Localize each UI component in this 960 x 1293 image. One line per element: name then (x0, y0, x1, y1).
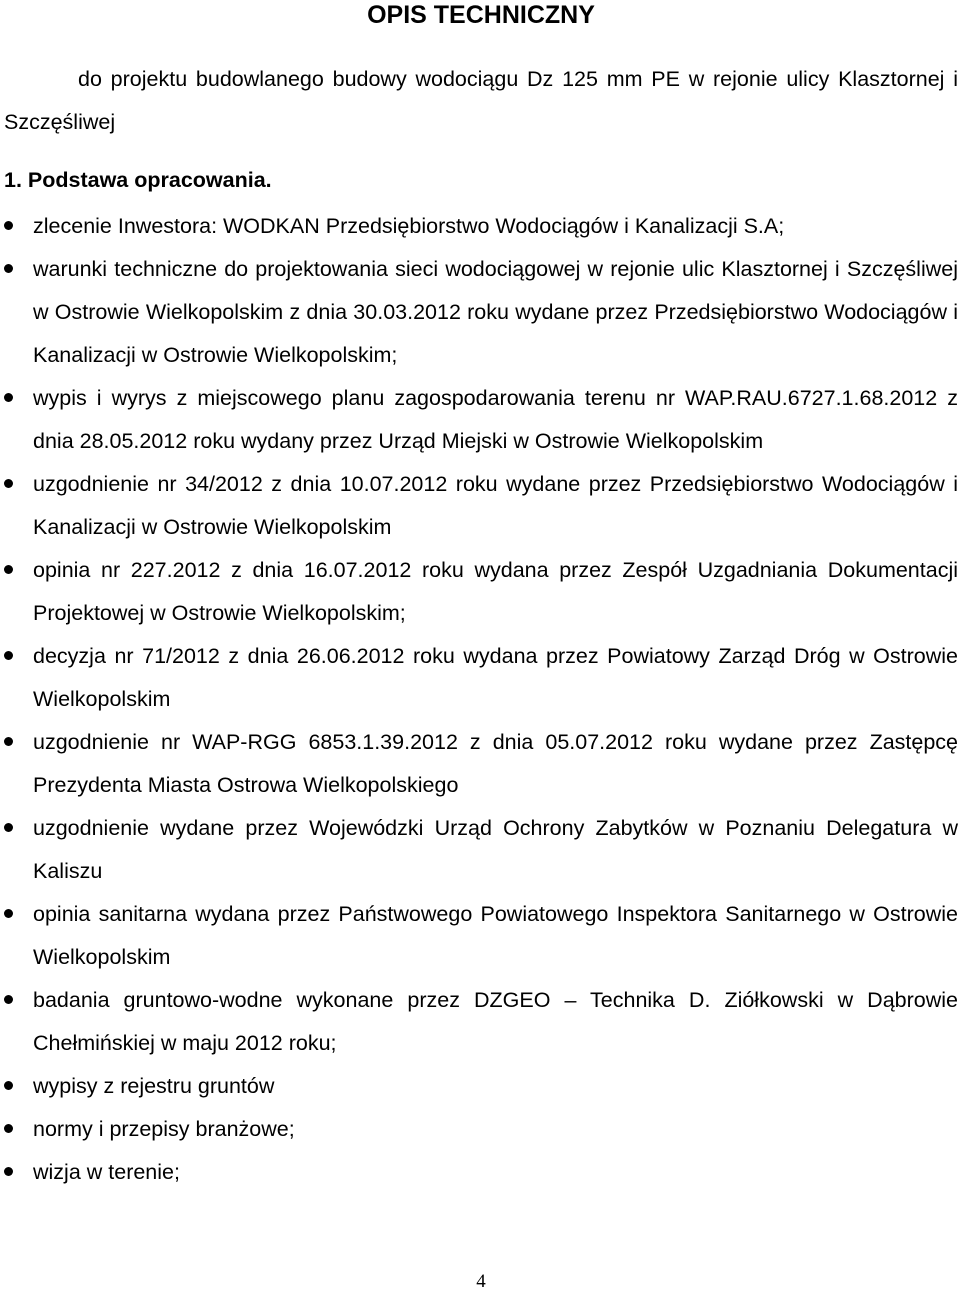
document-title: OPIS TECHNICZNY (367, 1, 595, 29)
list-item-text: badania gruntowo-wodne wykonane przez DZGEO – Technika D. Ziółkowski w Dąbrowie Chełmińskiej w maju 2012 roku; (33, 988, 958, 1055)
bullet-icon (4, 1081, 13, 1090)
intro-paragraph: do projektu budowlanego budowy wodociągu Dz 125 mm PE w rejonie ulicy Klasztornej i Szczęśliwej (4, 67, 958, 134)
list-item-text: uzgodnienie nr 34/2012 z dnia 10.07.2012 roku wydane przez Przedsiębiorstwo Wodociągów i Kanalizacji w Ostrowie Wielkopolskim (33, 472, 958, 539)
list-item (0, 205, 960, 248)
list-item-text: opinia sanitarna wydana przez Państwowego Powiatowego Inspektora Sanitarnego w Ostrowie Wielkopolskim (33, 902, 958, 969)
list-item (0, 248, 960, 377)
list-item-text: decyzja nr 71/2012 z dnia 26.06.2012 roku wydana przez Powiatowy Zarząd Dróg w Ostrowie Wielkopolskim (33, 644, 958, 711)
bullet-icon (4, 651, 13, 660)
list-item-text: warunki techniczne do projektowania sieci wodociągowej w rejonie ulic Klasztornej i Szczęśliwej w Ostrowie Wielkopolskim z dnia 30.03.2012 roku wydane przez Przedsiębiorstwo Wodociągów i Kanalizacji w Ostrowie Wielkopolskim; (33, 257, 958, 367)
bullet-icon (4, 995, 13, 1004)
list-item-text: wypisy z rejestru gruntów (33, 1074, 275, 1098)
list-item (0, 377, 960, 463)
list-item (0, 721, 960, 807)
list-item-text: wypis i wyrys z miejscowego planu zagospodarowania terenu nr WAP.RAU.6727.1.68.2012 z dnia 28.05.2012 roku wydany przez Urząd Miejski w Ostrowie Wielkopolskim (33, 386, 958, 453)
bullet-icon (4, 264, 13, 273)
list-item-text: wizja w terenie; (33, 1160, 180, 1184)
list-item-text: normy i przepisy branżowe; (33, 1117, 295, 1141)
bullet-icon (4, 1124, 13, 1133)
list-item (0, 549, 960, 635)
bullet-icon (4, 393, 13, 402)
list-item (0, 1108, 960, 1151)
list-item (0, 893, 960, 979)
list-item-text: zlecenie Inwestora: WODKAN Przedsiębiorstwo Wodociągów i Kanalizacji S.A; (33, 214, 785, 238)
bullet-icon (4, 565, 13, 574)
page-number: 4 (476, 1271, 486, 1292)
list-item (0, 463, 960, 549)
bullet-list (0, 205, 960, 1194)
bullet-icon (4, 737, 13, 746)
bullet-icon (4, 221, 13, 230)
list-item (0, 1065, 960, 1108)
list-item-text: uzgodnienie wydane przez Wojewódzki Urząd Ochrony Zabytków w Poznaniu Delegatura w Kaliszu (33, 816, 958, 883)
bullet-icon (4, 823, 13, 832)
list-item (0, 807, 960, 893)
list-item (0, 979, 960, 1065)
bullet-icon (4, 479, 13, 488)
bullet-icon (4, 909, 13, 918)
list-item-text: opinia nr 227.2012 z dnia 16.07.2012 roku wydana przez Zespół Uzgadniania Dokumentacji Projektowej w Ostrowie Wielkopolskim; (33, 558, 958, 625)
list-item (0, 635, 960, 721)
list-item (0, 1151, 960, 1194)
section-heading: 1. Podstawa opracowania. (4, 168, 272, 192)
bullet-icon (4, 1167, 13, 1176)
list-item-text: uzgodnienie nr WAP-RGG 6853.1.39.2012 z dnia 05.07.2012 roku wydane przez Zastępcę Prezydenta Miasta Ostrowa Wielkopolskiego (33, 730, 958, 797)
